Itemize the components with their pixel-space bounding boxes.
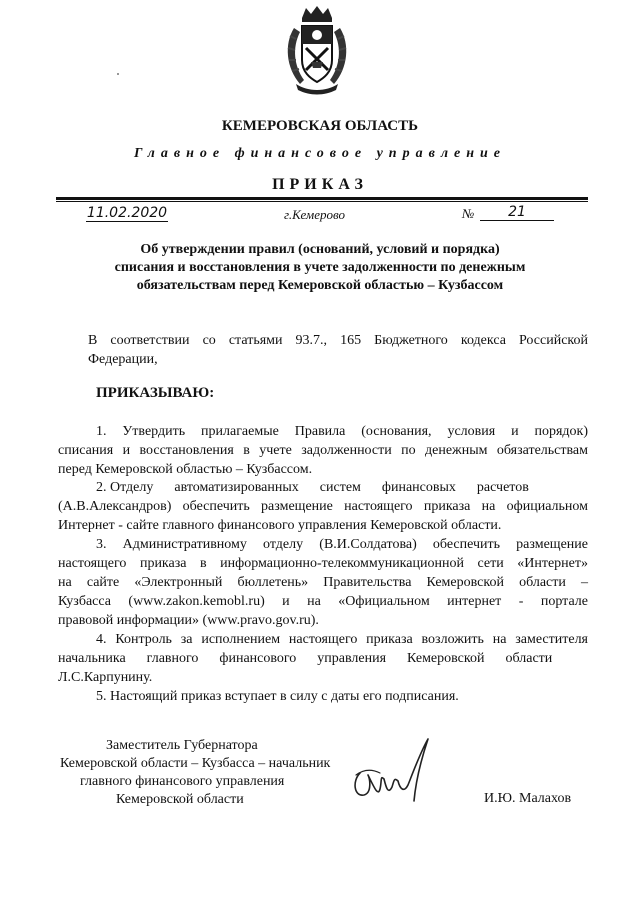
signer-title-line: Заместитель Губернатора [106,738,258,753]
document-subject [60,241,580,295]
signer-title-line: главного финансового управления [80,774,285,789]
document-date: 11.02.2020 [86,205,168,221]
item-line: 4. Контроль за исполнением настоящего приказа возложить на заместителя [96,632,588,647]
scan-speck [117,73,119,75]
item-line: 1. Утвердить прилагаемые Правила (основания, условия и порядок) [96,424,588,439]
region-heading: КЕМЕРОВСКАЯ ОБЛАСТЬ [221,118,419,134]
coat-of-arms-emblem [280,4,354,96]
signer-title-line: Кемеровской области – Кузбасса – начальник [60,756,331,771]
item-line: на сайте «Электронный бюллетень» Правительства Кемеровской области – [58,575,588,590]
document-number-label: № [462,206,475,221]
item-line: перед Кемеровской областью – Кузбассом. [58,462,313,477]
document-number: 21 [480,204,554,221]
item-line: Интернет - сайте главного финансового управления Кемеровской области. [58,518,502,533]
subject-line: Об утверждении правил (оснований, условий и порядка) [140,242,500,257]
document-type-heading: ПРИКАЗ [272,176,368,193]
department-heading: Главное финансовое управление [133,146,507,161]
subject-line: списания и восстановления в учете задолженности по денежным [114,260,526,275]
item-line: настоящего приказа в информационно-телекоммуникационной сети «Интернет» [58,556,588,571]
header-rule-thin [56,201,588,202]
item-line: Л.С.Карпунину. [58,670,153,685]
signer-title-line: Кемеровской области [116,792,244,807]
item-line: 2. Отделу автоматизированных систем финансовых расчетов [96,480,529,495]
item-line: начальника главного финансового управления Кемеровской области [58,651,553,666]
document-city: г.Кемерово [284,207,345,222]
item-line: 5. Настоящий приказ вступает в силу с даты его подписания. [96,689,459,704]
item-line: списания и восстановления в учете задолженности по денежным обязательствам [58,443,588,458]
preamble-line: В соответствии со статьями 93.7., 165 Бюджетного кодекса Российской [88,333,588,348]
item-line: 3. Административному отделу (В.И.Солдатова) обеспечить размещение [96,537,588,552]
item-line: (А.В.Александров) обеспечить размещение настоящего приказа на официальном [58,499,588,514]
handwritten-signature [350,735,434,807]
preamble-line: Федерации, [88,352,158,367]
subject-line: обязательствам перед Кемеровской областью – Кузбассом [136,278,504,293]
decree-word: ПРИКАЗЫВАЮ: [96,385,215,401]
item-line: Кузбасса (www.zakon.kemobl.ru) и на «Официальном интернет - портале [58,594,588,609]
item-line: правовой информации» (www.pravo.gov.ru). [58,613,319,628]
signer-name: И.Ю. Малахов [484,791,572,806]
header-rule-thick [56,197,588,200]
